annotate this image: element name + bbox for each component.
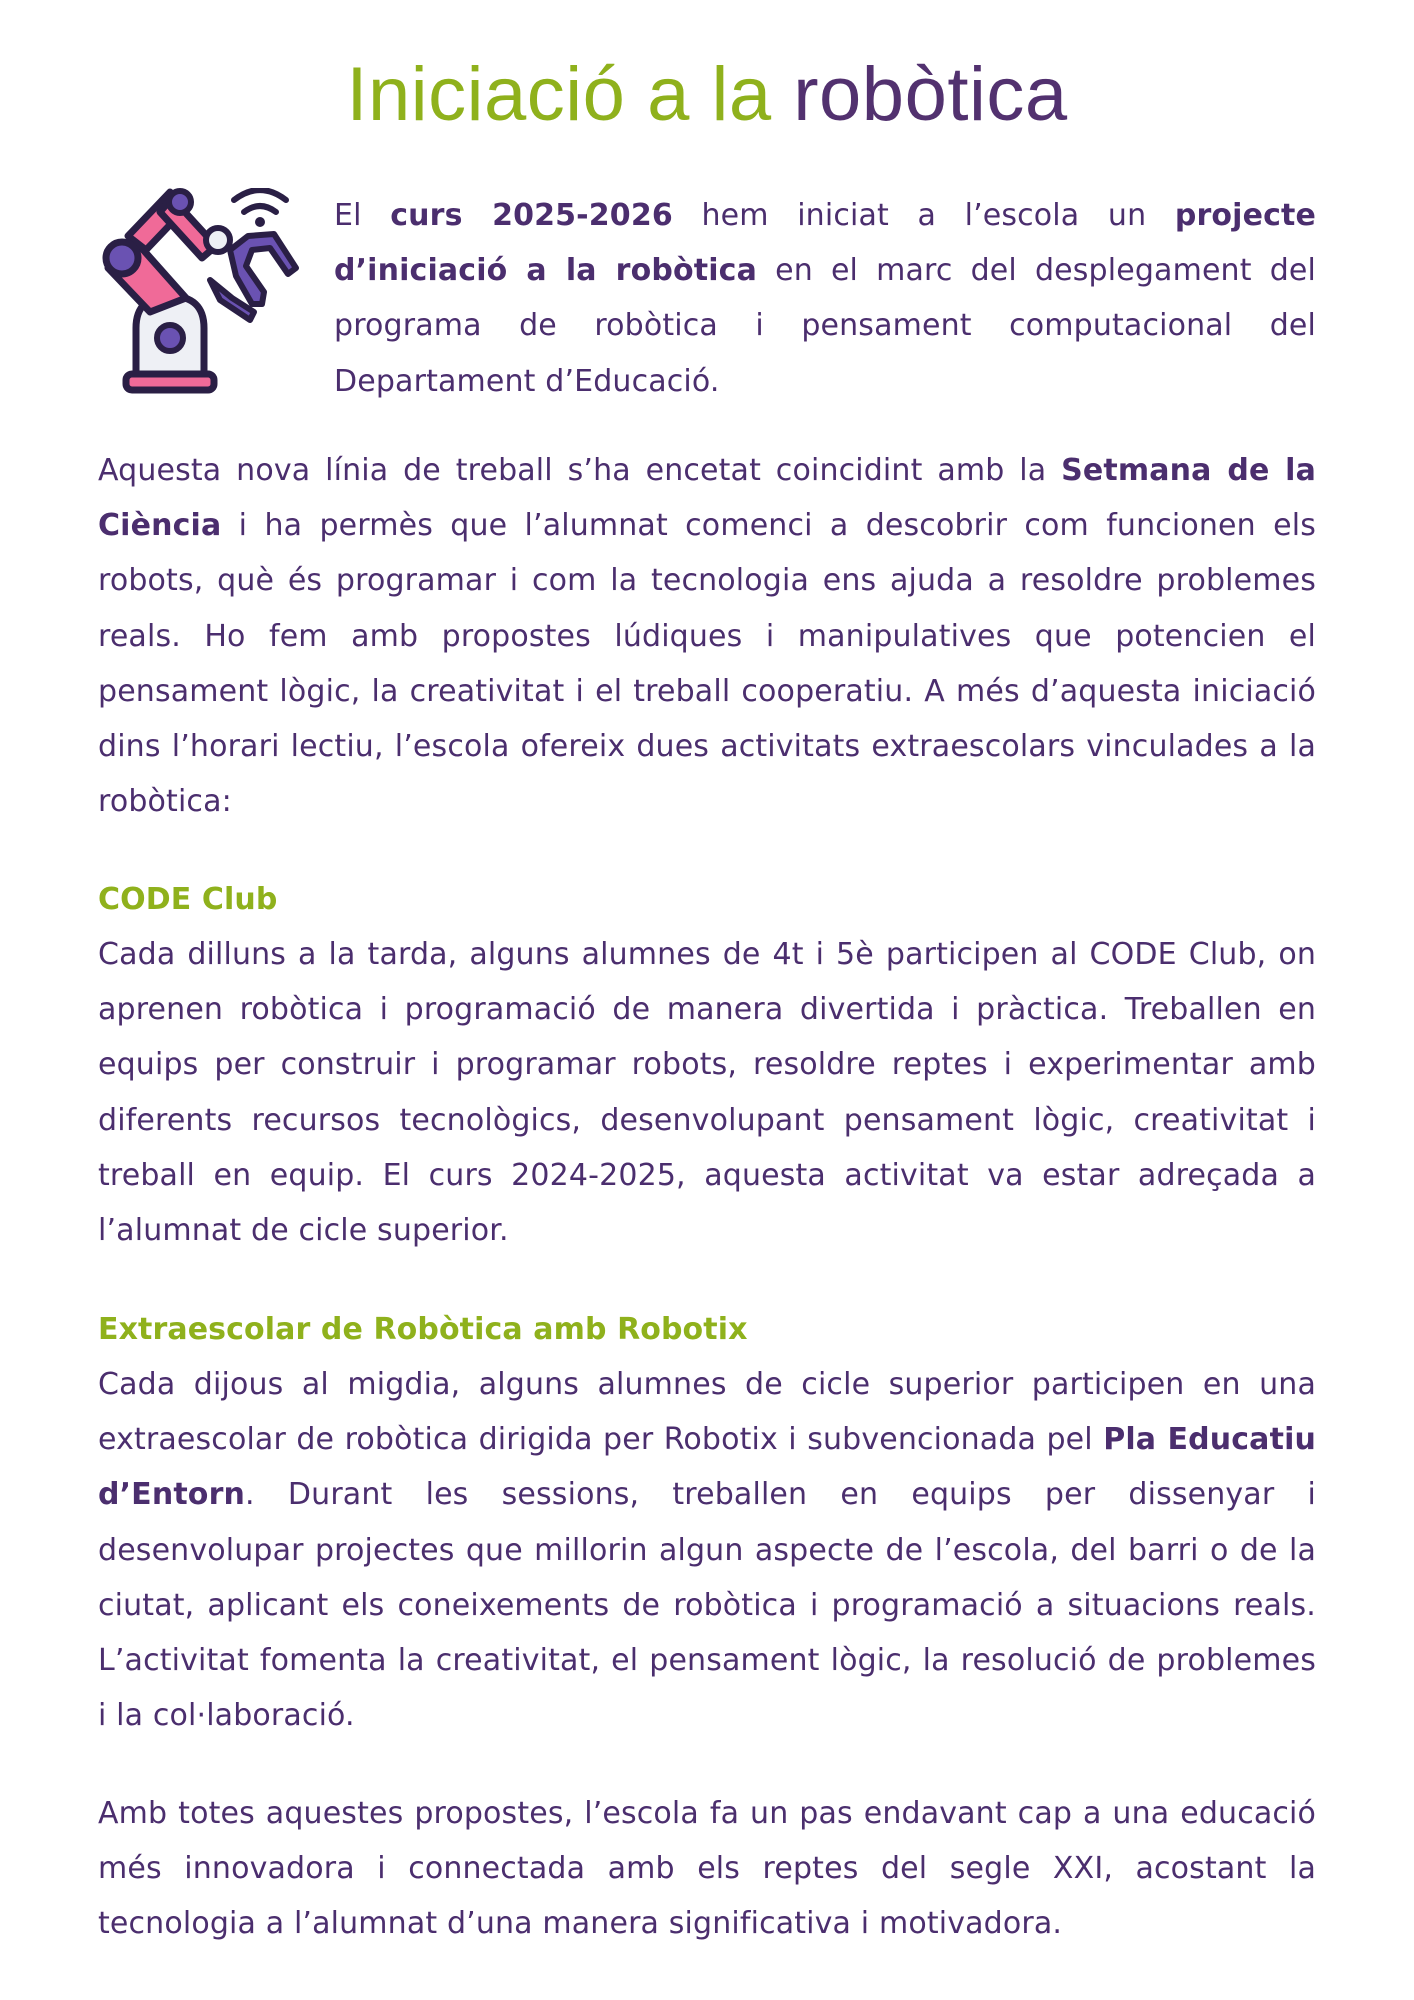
robot-arm-icon: [98, 188, 304, 400]
intro-text-1: El: [334, 198, 391, 233]
robotix-bold-pla: Pla Educatiu d’Entorn: [98, 1422, 1317, 1513]
robotix-text-1: Cada dijous al migdia, alguns alumnes de cicle superior participen en una extraescolar de robòtica dirigida per Robotix i subvencionada pel: [98, 1367, 1316, 1458]
heading-code-club: CODE Club: [98, 882, 278, 917]
para1-text-1: Aquesta nova línia de treball s’ha encetat coincidint amb la: [98, 453, 1062, 488]
paragraph-code-club: Cada dilluns a la tarda, alguns alumnes de 4t i 5è participen al CODE Club, on aprenen robòtica i programació de manera divertida i pràctica. Treballen en equips per construir i programar robots, resoldre reptes i experimentar amb diferents recursos tecnològics, desenvolupant pensament lògic, creativitat i treball en equip. El curs 2024-2025, aquesta activitat va estar adreçada a l’alumnat de cicle superior.: [98, 937, 1316, 1249]
paragraph-closing: Amb totes aquestes propostes, l’escola fa un pas endavant cap a una educació més innovadora i connectada amb els reptes del segle XXI, acostant la tecnologia a l’alumnat d’una manera significativa i motivadora.: [98, 1796, 1316, 1942]
robotix-text-2: . Durant les sessions, treballen en equips per dissenyar i desenvolupar projectes que millorin algun aspecte de l’escola, del barri o de la ciutat, aplicant els coneixements de robòtica i programació a situacions reals. L’activitat fomenta la creativitat, el pensament lògic, la resolució de problemes i la col·laboració.: [98, 1477, 1316, 1734]
title-part-purple: robòtica: [793, 52, 1068, 137]
para1-bold-setmana: Setmana de la Ciència: [98, 453, 1317, 544]
paragraph-setmana-ciencia: [98, 443, 1316, 829]
heading-robotix: Extraescolar de Robòtica amb Robotix: [98, 1312, 748, 1347]
intro-bold-project: projecte d’iniciació a la robòtica: [334, 198, 1317, 289]
page-title: [0, 40, 1414, 150]
title-part-green: Iniciació a la: [346, 52, 772, 137]
para1-text-2: i ha permès que l’alumnat comenci a descobrir com funcionen els robots, què és programar i com la tecnologia ens ajuda a resoldre problemes reals. Ho fem amb propostes lúdiques i manipulatives que potencien el pensament lògic, la creativitat i el treball cooperatiu. A més d’aquesta iniciació dins l’horari lectiu, l’escola ofereix dues activitats extraescolars vinculades a la robòtica:: [98, 508, 1316, 820]
intro-paragraph: [334, 188, 1316, 409]
intro-text-2: hem iniciat a l’escola un: [672, 198, 1175, 233]
paragraph-robotix: [98, 1357, 1316, 1743]
intro-text-3: en el marc del desplegament del programa de robòtica i pensament computacional del Departament d’Educació.: [334, 253, 1317, 399]
intro-bold-course: curs 2025-2026: [390, 198, 673, 233]
